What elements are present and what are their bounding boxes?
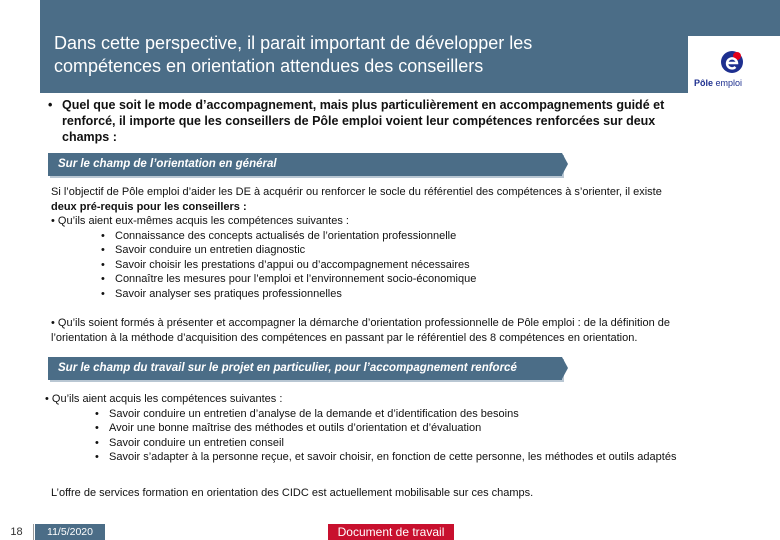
slide-title-line-1: Dans cette perspective, il parait important de développer les — [54, 33, 533, 53]
section-banner-project: Sur le champ du travail sur le projet en particulier, pour l’accompagnement renforcé — [48, 357, 562, 380]
section-orientation-training — [51, 316, 741, 345]
page-number: 18 — [0, 524, 34, 540]
section1-line-3: • Qu’ils aient eux-mêmes acquis les compétences suivantes : — [51, 215, 349, 227]
list-item: • Savoir analyser ses pratiques professionnelles — [101, 287, 342, 300]
intro-line-3: champs : — [62, 130, 117, 144]
section1-prerequisites: deux pré-requis pour les conseillers : — [51, 200, 247, 213]
slide-header — [40, 0, 780, 93]
section-orientation-text — [51, 185, 751, 301]
closing-statement: L’offre de services formation en orientation des CIDC est actuellement mobilisable sur ces champs. — [51, 487, 534, 499]
section2-line-2: l’orientation à la méthode d’acquisition des compétences en passant par le référentiel des 8 compétences en orientation. — [51, 331, 638, 344]
list-item: • Avoir une bonne maîtrise des méthodes et outils d’orientation et d’évaluation — [95, 422, 482, 434]
logo-wordmark: Pôle emploi — [694, 78, 743, 88]
pole-emploi-emblem-icon — [720, 50, 744, 74]
section1-line-1: Si l’objectif de Pôle emploi d’aider les DE à acquérir ou renforcer le socle du référentiel des compétences à s’orienter, il existe — [51, 186, 662, 198]
list-item: • Savoir conduire un entretien diagnostic — [101, 244, 306, 256]
section-project-text — [45, 392, 745, 465]
intro-line-1: Quel que soit le mode d’accompagnement, mais plus particulièrement en accompagnements guidé et — [62, 98, 665, 112]
list-item: • Savoir choisir les prestations d’appui ou d’accompagnement nécessaires — [101, 258, 470, 271]
list-item: • Connaissance des concepts actualisés de l’orientation professionnelle — [101, 229, 457, 242]
list-item: • Connaître les mesures pour l’emploi et l’environnement socio-économique — [101, 273, 477, 285]
intro-line-2: renforcé, il importe que les conseillers de Pôle emploi voient leur compétences renforcées sur deux — [62, 114, 656, 128]
section3-line-1: • Qu’ils aient acquis les compétences suivantes : — [45, 393, 283, 405]
footer-date: 11/5/2020 — [35, 524, 105, 540]
slide-title-line-2: compétences en orientation attendues des conseillers — [54, 56, 484, 76]
pole-emploi-logo — [688, 36, 780, 93]
intro-bullet: • — [48, 98, 53, 112]
section2-line-1: • Qu’ils soient formés à présenter et accompagner la démarche d’orientation professionnelle de Pôle emploi : de la définition de — [51, 317, 670, 329]
list-item: • Savoir conduire un entretien conseil — [95, 436, 284, 449]
intro-paragraph — [48, 97, 748, 145]
list-item: • Savoir s’adapter à la personne reçue, et savoir choisir, en fonction de cette personne, les méthodes et outils adaptés — [95, 451, 677, 463]
slide-title — [54, 32, 674, 78]
document-status-badge: Document de travail — [328, 524, 454, 540]
section-banner-orientation: Sur le champ de l’orientation en général — [48, 153, 562, 176]
list-item: • Savoir conduire un entretien d’analyse de la demande et d’identification des besoins — [95, 407, 519, 420]
